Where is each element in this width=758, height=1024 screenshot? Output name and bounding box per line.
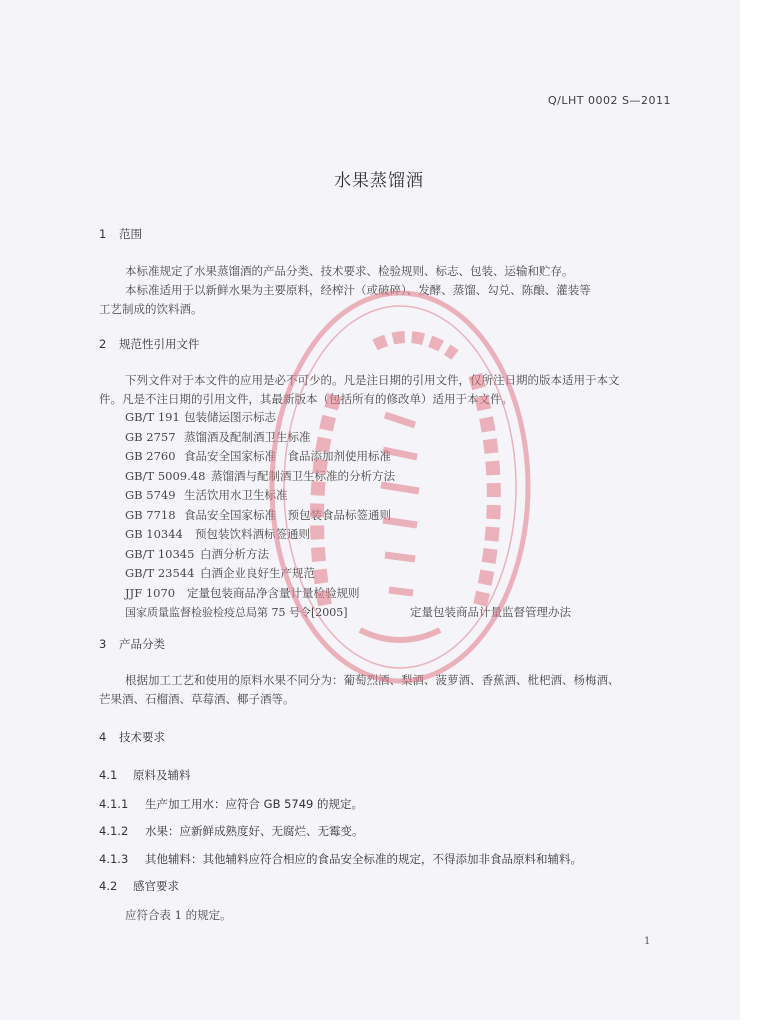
subsection-raw-materials [99, 767, 191, 783]
section-number: 1 [99, 227, 107, 241]
document-code: Q/LHT 0002 S—2011 [548, 94, 671, 107]
seal-arc-lettering-top [375, 337, 455, 355]
reference-code: GB/T 23544 [125, 566, 195, 580]
clause-fruit [99, 823, 364, 839]
seal-bottom-lettering [360, 630, 440, 640]
section-title: 技术要求 [119, 730, 165, 744]
clause-number: 4.1.1 [99, 797, 129, 811]
section-number: 2 [99, 337, 107, 351]
references-intro-line-1: 下列文件对于本文件的应用是必不可少的。凡是注日期的引用文件，仅所注日期的版本适用于本文 [125, 373, 620, 387]
reference-item [125, 603, 571, 623]
reference-item [125, 467, 571, 487]
reference-item [125, 564, 571, 584]
reference-item [125, 486, 571, 506]
reference-title: 定量包装商品计量监督管理办法 [410, 605, 571, 619]
clause-other-materials [99, 851, 582, 867]
reference-item [125, 545, 571, 565]
reference-title: 白酒企业良好生产规范 [200, 566, 315, 580]
section-heading-scope [99, 226, 142, 242]
section-number: 4 [99, 730, 107, 744]
scope-paragraph-2-line-1: 本标准适用于以新鲜水果为主要原料，经榨汁（或破碎）、发酵、蒸馏、勾兑、陈酿、灌装等 [125, 283, 591, 297]
reference-code: GB/T 10345 [125, 546, 195, 561]
reference-code: GB 2760 [125, 449, 176, 463]
clause-text: 其他辅料：其他辅料应符合相应的食品安全标准的规定，不得添加非食品原料和辅料。 [145, 852, 582, 866]
subsection-sensory [99, 878, 179, 894]
document-title: 水果蒸馏酒 [334, 171, 424, 191]
reference-title: 定量包装商品净含量计量检验规则 [187, 585, 360, 600]
reference-item [125, 447, 571, 467]
reference-code: JJF 1070 [125, 585, 176, 600]
reference-code: GB 7718 [125, 507, 176, 522]
subsection-title: 原料及辅料 [133, 768, 191, 782]
reference-item [125, 408, 571, 428]
subsection-number: 4.2 [99, 879, 118, 893]
clause-number: 4.1.3 [99, 852, 129, 866]
reference-title: 白酒分析方法 [200, 546, 269, 561]
subsection-title: 感官要求 [133, 879, 179, 893]
section-title: 产品分类 [119, 637, 165, 651]
reference-title: 预包装饮料酒标签通则 [195, 527, 310, 541]
reference-title: 包装储运图示标志 [184, 410, 276, 424]
section-number: 3 [99, 637, 107, 651]
section-heading-references [99, 336, 200, 352]
page-number: 1 [644, 936, 651, 947]
classification-paragraph-line-1: 根据加工工艺和使用的原料水果不同分为：葡萄烈酒、梨酒、菠萝酒、香蕉酒、枇杷酒、杨梅酒、 [125, 673, 620, 687]
reference-title: 生活饮用水卫生标准 [184, 488, 288, 502]
reference-item [125, 428, 571, 448]
reference-item [125, 584, 571, 604]
reference-code: GB 5749 [125, 488, 176, 502]
reference-title: 食品安全国家标准 预包装食品标签通则 [184, 507, 391, 522]
section-title: 规范性引用文件 [119, 337, 200, 351]
reference-code: GB/T 5009.48 [125, 468, 206, 483]
reference-code: GB/T 191 [125, 410, 180, 424]
reference-title: 蒸馏酒与配制酒卫生标准的分析方法 [211, 468, 395, 483]
classification-paragraph-line-2: 芒果酒、石榴酒、草莓酒、椰子酒等。 [99, 692, 295, 706]
reference-item [125, 525, 571, 545]
clause-text: 生产加工用水：应符合 GB 5749 的规定。 [145, 797, 364, 811]
clause-text: 水果：应新鲜成熟度好、无腐烂、无霉变。 [145, 824, 364, 838]
scope-paragraph-1: 本标准规定了水果蒸馏酒的产品分类、技术要求、检验规则、标志、包装、运输和贮存。 [125, 264, 574, 278]
reference-list [125, 408, 571, 623]
reference-title: 蒸馏酒及配制酒卫生标准 [184, 429, 311, 444]
clause-number: 4.1.2 [99, 824, 129, 838]
reference-code: 国家质量监督检验检疫总局第 75 号令[2005] [125, 606, 348, 619]
reference-code: GB 2757 [125, 429, 176, 444]
scope-paragraph-2-line-2: 工艺制成的饮料酒。 [99, 302, 203, 316]
reference-item [125, 506, 571, 526]
section-title: 范围 [119, 227, 142, 241]
sensory-requirement-text: 应符合表 1 的规定。 [125, 908, 232, 922]
references-intro-line-2: 件。凡是不注日期的引用文件，其最新版本（包括所有的修改单）适用于本文件。 [99, 392, 513, 406]
reference-title: 食品安全国家标准 食品添加剂使用标准 [184, 449, 391, 463]
subsection-number: 4.1 [99, 768, 118, 782]
section-heading-classification [99, 636, 165, 652]
clause-water [99, 796, 363, 812]
reference-code: GB 10344 [125, 527, 183, 541]
section-heading-technical [99, 729, 165, 745]
